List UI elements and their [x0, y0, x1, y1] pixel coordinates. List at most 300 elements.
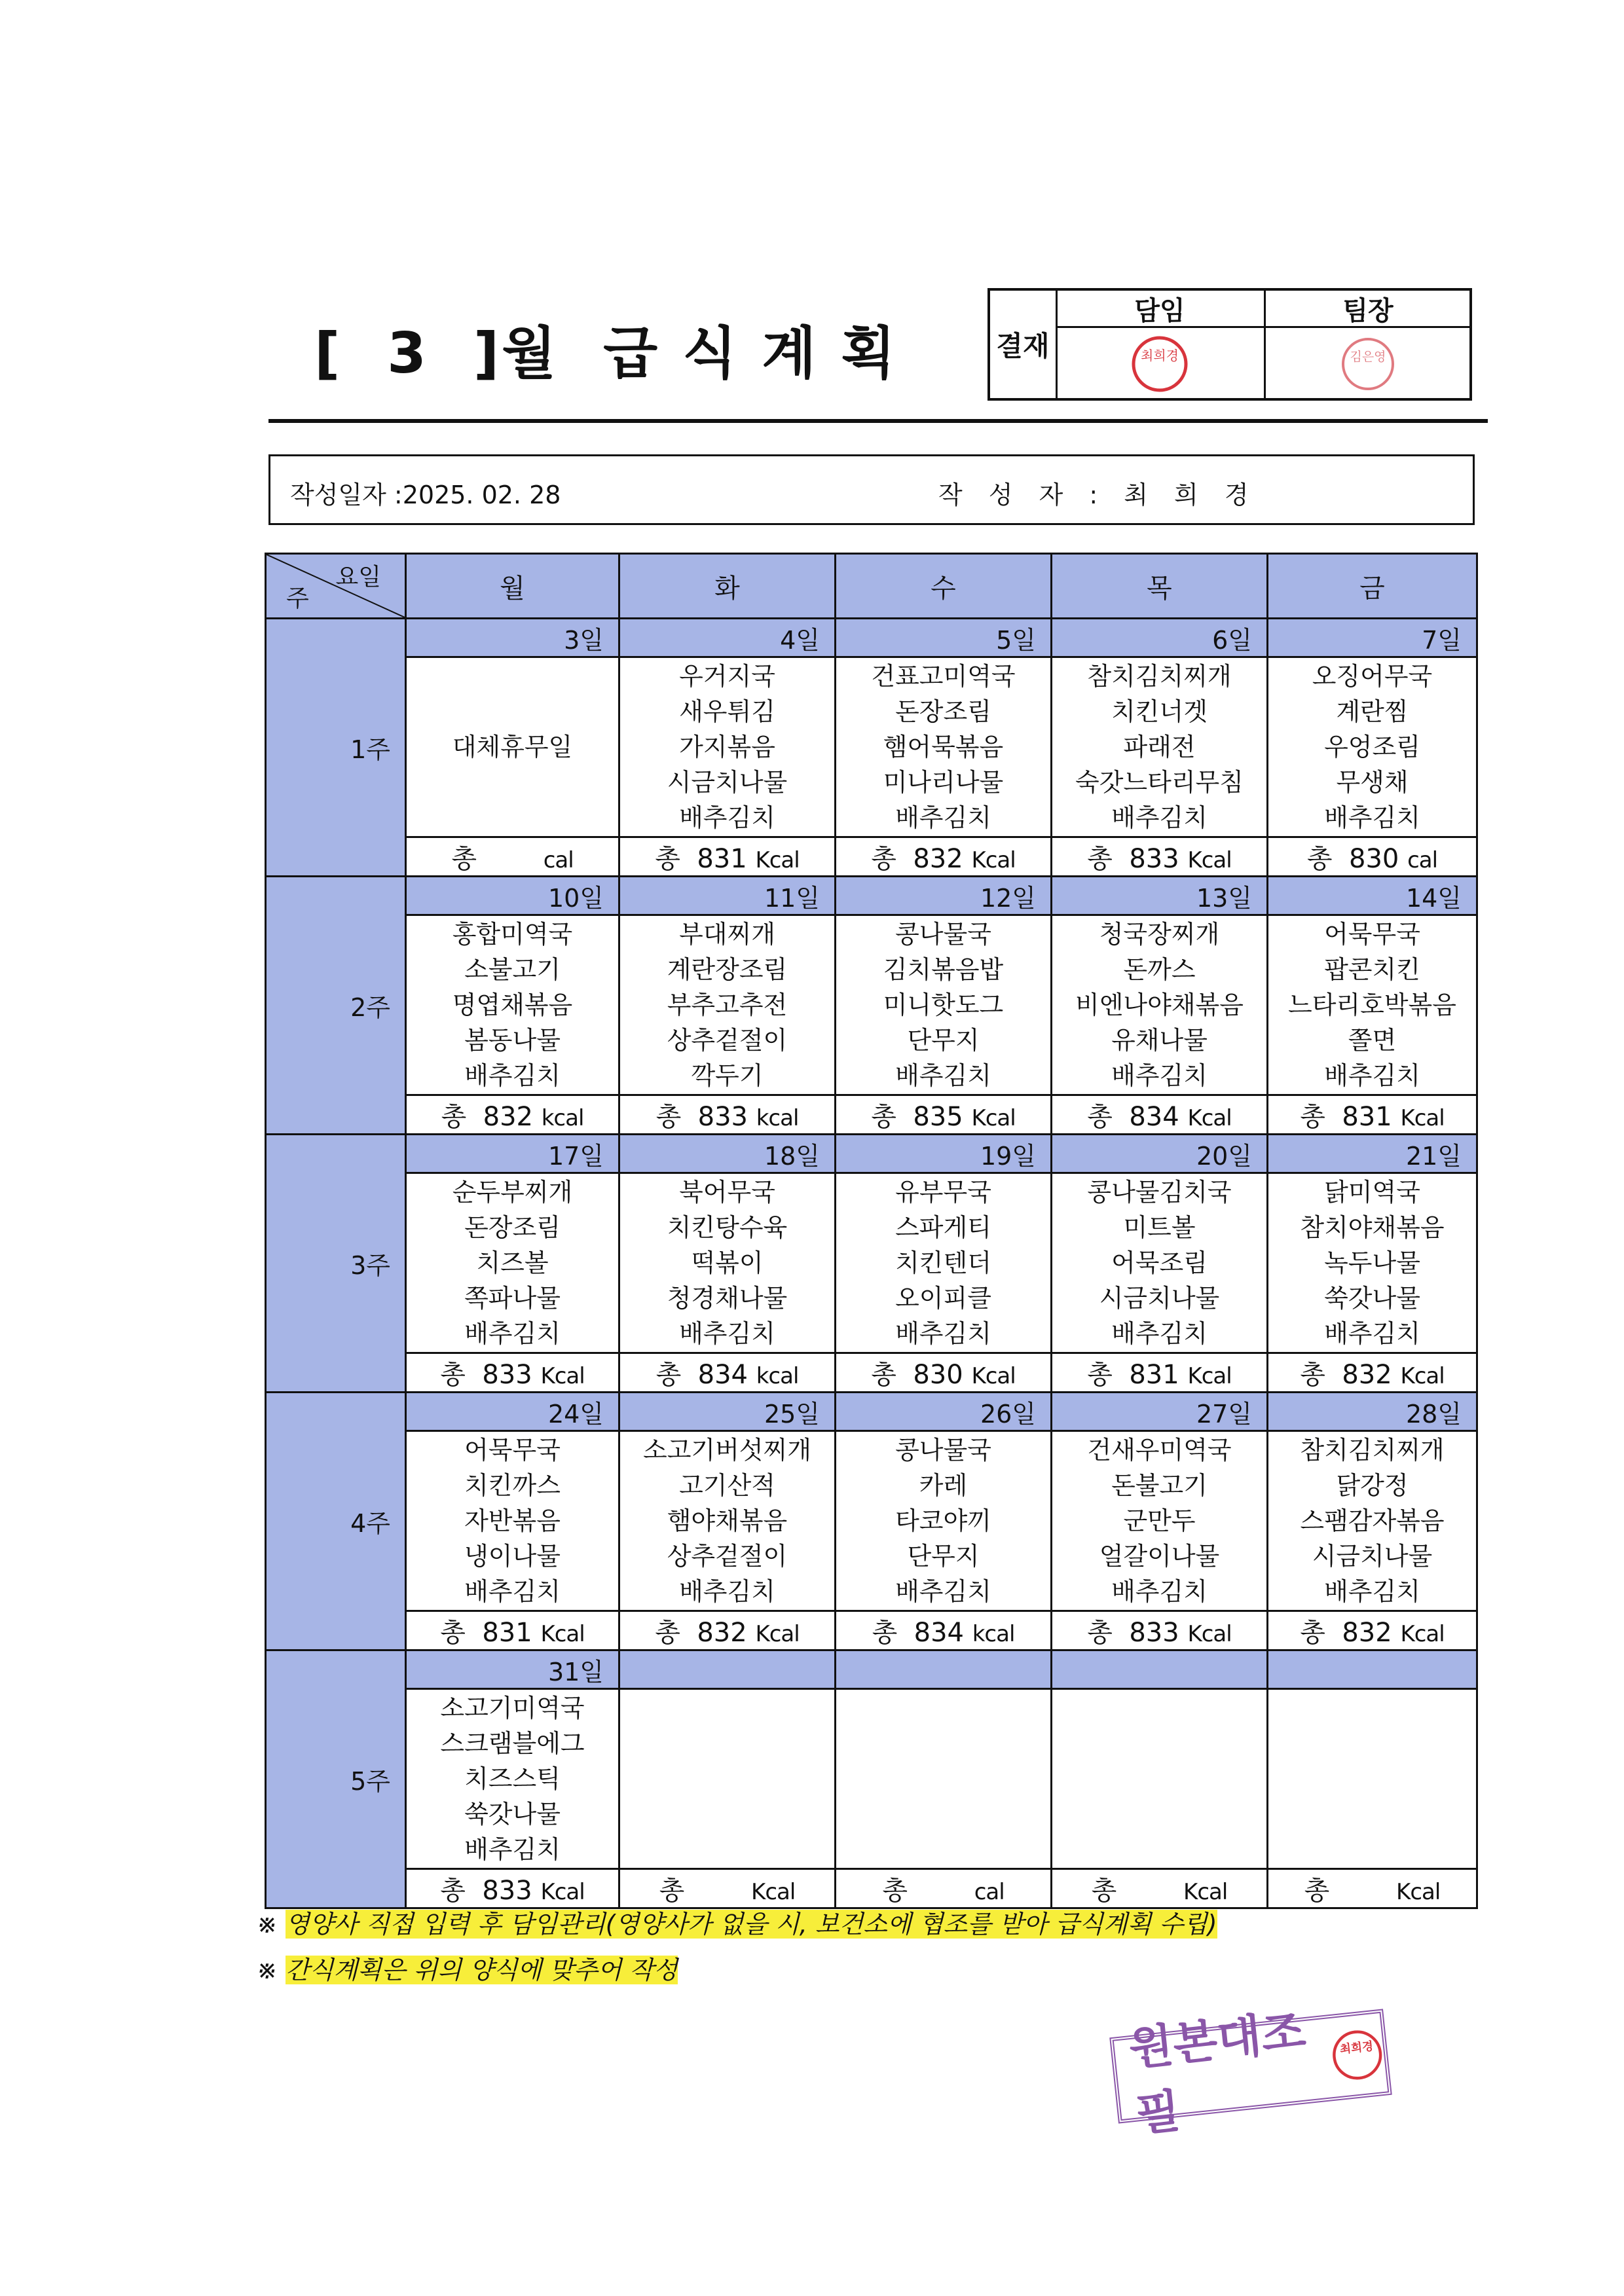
date-cell: 5일	[836, 619, 1052, 657]
dish-item: 햄어묵볶음	[883, 733, 1004, 761]
corner-cell	[266, 554, 406, 619]
dish-item: 시금치나물	[667, 768, 788, 797]
kcal-unit: kcal	[756, 1363, 799, 1389]
kcal-unit: Kcal	[755, 1621, 800, 1647]
week-label: 3주	[266, 1135, 406, 1393]
date-cell: 4일	[619, 619, 836, 657]
menu-cell	[406, 1173, 619, 1353]
kcal-value: 834	[913, 1618, 965, 1648]
dish-item: 쑥갓나물	[1324, 1284, 1420, 1313]
date-cell: 21일	[1268, 1135, 1477, 1173]
seal-icon	[1338, 335, 1397, 393]
kcal-value: 831	[1129, 1360, 1179, 1390]
date-cell: 11일	[619, 877, 836, 915]
day-header: 화	[619, 554, 836, 619]
kcal-total	[1268, 837, 1477, 877]
dish-item: 배추김치	[464, 1061, 561, 1090]
kcal-total	[406, 1869, 619, 1908]
date-cell	[619, 1650, 836, 1689]
dish-item: 배추김치	[679, 1577, 775, 1606]
kcal-unit: Kcal	[1187, 847, 1232, 873]
kcal-unit: Kcal	[755, 847, 800, 873]
kcal-prefix: 총	[1087, 1618, 1113, 1648]
kcal-unit: cal	[543, 847, 574, 873]
day-header: 월	[406, 554, 619, 619]
dish-item: 떡볶이	[691, 1248, 764, 1277]
written-date: 작성일자 :2025. 02. 28	[290, 481, 561, 509]
dish-item: 어묵조림	[1111, 1248, 1208, 1277]
dish-item: 건새우미역국	[1087, 1436, 1232, 1465]
dish-item: 대체휴무일	[452, 733, 573, 761]
kcal-value: 830	[1349, 844, 1399, 874]
menu-cell	[1052, 657, 1268, 837]
note-mark: ※	[257, 1910, 278, 1939]
corner-week-label: 주	[286, 585, 309, 612]
menu-cell	[1052, 915, 1268, 1095]
kcal-unit: Kcal	[540, 1621, 585, 1647]
stamp-seal-text: 최희경	[1338, 2040, 1374, 2057]
kcal-total	[1268, 1611, 1477, 1650]
dish-item: 배추김치	[464, 1835, 561, 1864]
day-header: 수	[836, 554, 1052, 619]
kcal-total	[406, 1611, 619, 1650]
seal-text-homeroom: 최희경	[1141, 348, 1179, 363]
note-mark: ※	[257, 1956, 278, 1984]
dish-item: 냉이나물	[464, 1542, 561, 1571]
kcal-total	[619, 1353, 836, 1393]
dish-item: 카레	[919, 1471, 968, 1500]
kcal-unit: Kcal	[1400, 1363, 1445, 1389]
dish-item: 얼갈이나물	[1099, 1542, 1220, 1571]
dish-item: 홍합미역국	[452, 920, 573, 949]
date-cell: 18일	[619, 1135, 836, 1173]
kcal-prefix: 총	[1087, 1102, 1113, 1132]
kcal-value: 833	[1129, 844, 1179, 874]
dish-item: 가지볶음	[679, 733, 775, 761]
seal-icon	[1327, 2022, 1386, 2088]
kcal-value: 834	[1129, 1102, 1179, 1132]
meal-plan-table	[265, 553, 1478, 1909]
seal-icon	[1130, 334, 1190, 394]
seal-text-teamlead: 김은영	[1350, 350, 1386, 364]
dish-item: 배추김치	[895, 1577, 991, 1606]
kcal-unit: Kcal	[1183, 1879, 1228, 1905]
dish-item: 미니핫도그	[883, 991, 1004, 1019]
kcal-prefix: 총	[659, 1876, 685, 1906]
menu-cell	[1268, 1431, 1477, 1611]
kcal-prefix: 총	[1087, 1360, 1113, 1390]
menu-row	[266, 1689, 1477, 1869]
dish-item: 우엉조림	[1324, 733, 1420, 761]
date-cell: 10일	[406, 877, 619, 915]
dish-item: 스크램블에그	[440, 1729, 585, 1758]
dish-item: 고기산적	[679, 1471, 775, 1500]
dish-item: 미트볼	[1123, 1213, 1196, 1242]
menu-cell	[1268, 1689, 1477, 1869]
kcal-value: 833	[697, 1102, 748, 1132]
dish-item: 어묵무국	[464, 1436, 561, 1465]
kcal-unit: Kcal	[971, 1105, 1016, 1131]
kcal-total	[619, 1611, 836, 1650]
kcal-total	[406, 1095, 619, 1135]
date-cell: 6일	[1052, 619, 1268, 657]
kcal-value: 832	[1342, 1360, 1392, 1390]
seal-homeroom	[1056, 328, 1264, 400]
kcal-unit: Kcal	[971, 1363, 1016, 1389]
dish-item: 배추김치	[1324, 1061, 1420, 1090]
note-text: 영양사 직접 입력 후 담임관리(영양사가 없을 시, 보건소에 협조를 받아 급식계획 수립)	[285, 1910, 1217, 1939]
dish-item: 닭강정	[1336, 1471, 1409, 1500]
dish-item: 계란찜	[1336, 697, 1409, 726]
dish-item: 새우튀김	[679, 697, 775, 726]
date-cell: 7일	[1268, 619, 1477, 657]
date-cell: 13일	[1052, 877, 1268, 915]
menu-cell	[836, 1173, 1052, 1353]
dish-item: 상추겉절이	[667, 1026, 788, 1055]
kcal-value: 831	[482, 1618, 532, 1648]
date-row	[266, 877, 1477, 915]
menu-cell	[1052, 1689, 1268, 1869]
week-label: 2주	[266, 877, 406, 1135]
kcal-total	[836, 1611, 1052, 1650]
stamp-text: 원본대조필	[1126, 2004, 1308, 2142]
kcal-value: 835	[913, 1102, 963, 1132]
kcal-unit: Kcal	[1400, 1105, 1445, 1131]
kcal-value: 834	[697, 1360, 748, 1390]
dish-item: 시금치나물	[1099, 1284, 1220, 1313]
dish-item: 치킨탕수육	[667, 1213, 788, 1242]
approval-label: 결재	[990, 291, 1058, 398]
approval-header-teamlead: 팀장	[1264, 291, 1472, 328]
dish-item: 참치야채볶음	[1300, 1213, 1445, 1242]
kcal-unit: Kcal	[540, 1363, 585, 1389]
dish-item: 건표고미역국	[871, 662, 1016, 691]
dish-item: 쫄면	[1348, 1026, 1397, 1055]
menu-cell	[1052, 1431, 1268, 1611]
kcal-prefix: 총	[1091, 1876, 1117, 1906]
dish-item: 치킨너겟	[1111, 697, 1208, 726]
dish-item: 유부무국	[895, 1178, 991, 1207]
page-title: [ 3 ]월 급 식 계 획	[314, 321, 898, 386]
author: 작 성 자 : 최 희 경	[938, 481, 1258, 509]
menu-cell	[619, 1173, 836, 1353]
kcal-value: 833	[482, 1876, 532, 1906]
kcal-value: 833	[482, 1360, 532, 1390]
seal-teamlead	[1264, 328, 1472, 400]
kcal-prefix: 총	[1306, 844, 1333, 874]
kcal-unit: Kcal	[1400, 1621, 1445, 1647]
menu-cell	[836, 1431, 1052, 1611]
kcal-unit: cal	[1407, 847, 1438, 873]
dish-item: 배추김치	[1324, 1577, 1420, 1606]
date-cell: 26일	[836, 1393, 1052, 1431]
dish-item: 배추김치	[679, 803, 775, 832]
day-header: 금	[1268, 554, 1477, 619]
date-cell: 20일	[1052, 1135, 1268, 1173]
dish-item: 소불고기	[464, 955, 561, 984]
dish-item: 치즈볼	[476, 1248, 549, 1277]
kcal-prefix: 총	[440, 1876, 466, 1906]
kcal-prefix: 총	[655, 844, 680, 874]
menu-cell	[406, 1431, 619, 1611]
dish-item: 콩나물김치국	[1087, 1178, 1232, 1207]
kcal-value: 832	[913, 844, 963, 874]
kcal-unit: cal	[974, 1879, 1005, 1905]
dish-item: 느타리호박볶음	[1288, 991, 1456, 1019]
date-cell: 28일	[1268, 1393, 1477, 1431]
kcal-total	[836, 1095, 1052, 1135]
dish-item: 소고기버섯찌개	[643, 1436, 811, 1465]
menu-cell	[406, 657, 619, 837]
dish-item: 배추김치	[895, 1319, 991, 1348]
kcal-row	[266, 1611, 1477, 1650]
dish-item: 무생채	[1336, 768, 1409, 797]
dish-item: 배추김치	[464, 1577, 561, 1606]
date-row	[266, 1393, 1477, 1431]
kcal-total	[619, 1095, 836, 1135]
date-cell: 25일	[619, 1393, 836, 1431]
dish-item: 콩나물국	[895, 1436, 991, 1465]
approval-teamlead	[1264, 291, 1472, 398]
kcal-total	[619, 1869, 836, 1908]
dish-item: 청경채나물	[667, 1284, 788, 1313]
kcal-total	[1268, 1869, 1477, 1908]
dish-item: 유채나물	[1111, 1026, 1208, 1055]
dish-item: 순두부찌개	[452, 1178, 573, 1207]
dish-item: 북어무국	[679, 1178, 775, 1207]
dish-item: 닭미역국	[1324, 1178, 1420, 1207]
dish-item: 타코야끼	[895, 1506, 991, 1535]
menu-cell	[836, 1689, 1052, 1869]
menu-cell	[836, 915, 1052, 1095]
kcal-value: 832	[483, 1102, 534, 1132]
dish-item: 햄야채볶음	[667, 1506, 788, 1535]
dish-item: 우거지국	[679, 662, 775, 691]
week-label: 4주	[266, 1393, 406, 1650]
kcal-total	[1052, 1095, 1268, 1135]
kcal-total	[1268, 1095, 1477, 1135]
dish-item: 시금치나물	[1312, 1542, 1433, 1571]
approval-homeroom	[1056, 291, 1266, 398]
date-cell: 14일	[1268, 877, 1477, 915]
dish-item: 배추김치	[1111, 1577, 1208, 1606]
kcal-unit: Kcal	[971, 847, 1016, 873]
dish-item: 계란장조림	[667, 955, 788, 984]
menu-row	[266, 915, 1477, 1095]
kcal-prefix: 총	[440, 1360, 466, 1390]
kcal-unit: Kcal	[1187, 1363, 1232, 1389]
kcal-row	[266, 1869, 1477, 1908]
menu-cell	[1268, 657, 1477, 837]
kcal-value: 833	[1129, 1618, 1179, 1648]
dish-item: 배추김치	[1111, 1061, 1208, 1090]
note-text: 간식계획은 위의 양식에 맞추어 작성	[285, 1956, 678, 1984]
week-label: 5주	[266, 1650, 406, 1908]
date-cell: 31일	[406, 1650, 619, 1689]
kcal-unit: Kcal	[1187, 1105, 1232, 1131]
kcal-prefix: 총	[871, 1360, 896, 1390]
note-2	[257, 1950, 678, 1986]
dish-item: 비엔나야채볶음	[1075, 991, 1244, 1019]
kcal-value: 830	[913, 1360, 963, 1390]
dish-item: 스파게티	[895, 1213, 991, 1242]
menu-cell	[619, 1689, 836, 1869]
kcal-unit: kcal	[756, 1105, 799, 1131]
dish-item: 돈장조림	[895, 697, 991, 726]
dish-item: 군만두	[1123, 1506, 1196, 1535]
date-cell: 24일	[406, 1393, 619, 1431]
date-row	[266, 1650, 1477, 1689]
dish-item: 참치김치찌개	[1087, 662, 1232, 691]
menu-cell	[406, 915, 619, 1095]
dish-item: 깍두기	[691, 1061, 764, 1090]
dish-item: 오징어무국	[1312, 662, 1433, 691]
date-row	[266, 1135, 1477, 1173]
dish-item: 배추김치	[895, 1061, 991, 1090]
kcal-total	[1052, 1611, 1268, 1650]
date-cell: 12일	[836, 877, 1052, 915]
menu-cell	[1268, 915, 1477, 1095]
kcal-prefix: 총	[871, 1102, 896, 1132]
dish-item: 돈장조림	[464, 1213, 561, 1242]
date-cell: 3일	[406, 619, 619, 657]
dish-item: 돈불고기	[1111, 1471, 1208, 1500]
kcal-prefix: 총	[1300, 1360, 1325, 1390]
dish-item: 부추고추전	[667, 991, 788, 1019]
dish-item: 단무지	[907, 1542, 980, 1571]
kcal-prefix: 총	[1300, 1102, 1325, 1132]
dish-item: 배추김치	[895, 803, 991, 832]
dish-item: 어묵무국	[1324, 920, 1420, 949]
kcal-prefix: 총	[655, 1360, 682, 1390]
kcal-prefix: 총	[451, 844, 477, 874]
note-1	[257, 1904, 1217, 1940]
dish-item: 배추김치	[1324, 803, 1420, 832]
kcal-value: 831	[1342, 1102, 1392, 1132]
kcal-total	[406, 1353, 619, 1393]
kcal-total	[406, 837, 619, 877]
dish-item: 팝콘치킨	[1324, 955, 1420, 984]
kcal-total	[836, 1353, 1052, 1393]
approval-header-homeroom: 담임	[1056, 291, 1264, 328]
kcal-unit: Kcal	[540, 1879, 585, 1905]
dish-item: 치킨까스	[464, 1471, 561, 1500]
kcal-prefix: 총	[882, 1876, 908, 1906]
kcal-unit: kcal	[541, 1105, 584, 1131]
kcal-prefix: 총	[872, 1618, 898, 1648]
approval-box	[987, 288, 1472, 401]
dish-item: 봄동나물	[464, 1026, 561, 1055]
date-cell: 19일	[836, 1135, 1052, 1173]
dish-item: 참치김치찌개	[1300, 1436, 1445, 1465]
date-cell: 27일	[1052, 1393, 1268, 1431]
dish-item: 쑥갓나물	[464, 1800, 561, 1829]
dish-item: 김치볶음밥	[883, 955, 1004, 984]
dish-item: 쪽파나물	[464, 1284, 561, 1313]
dish-item: 숙갓느타리무침	[1075, 768, 1244, 797]
kcal-total	[1268, 1353, 1477, 1393]
kcal-unit: kcal	[972, 1621, 1015, 1647]
kcal-unit: Kcal	[1396, 1879, 1441, 1905]
kcal-row	[266, 1353, 1477, 1393]
menu-cell	[619, 657, 836, 837]
dish-item: 치즈스틱	[464, 1764, 561, 1793]
date-cell	[1052, 1650, 1268, 1689]
menu-row	[266, 657, 1477, 837]
kcal-value: 832	[1342, 1618, 1392, 1648]
kcal-total	[1052, 1353, 1268, 1393]
kcal-value: 832	[697, 1618, 747, 1648]
dish-item: 명엽채볶음	[452, 991, 573, 1019]
dish-item: 콩나물국	[895, 920, 991, 949]
dish-item: 배추김치	[1324, 1319, 1420, 1348]
dish-item: 스팸감자볶음	[1300, 1506, 1445, 1535]
original-copy-stamp	[1109, 2004, 1392, 2142]
header-row	[266, 554, 1477, 619]
kcal-prefix: 총	[1304, 1876, 1330, 1906]
dish-item: 자반볶음	[464, 1506, 561, 1535]
dish-item: 배추김치	[1111, 803, 1208, 832]
kcal-prefix: 총	[655, 1102, 682, 1132]
menu-row	[266, 1431, 1477, 1611]
dish-item: 오이피클	[895, 1284, 991, 1313]
dish-item: 배추김치	[464, 1319, 561, 1348]
kcal-unit: Kcal	[751, 1879, 796, 1905]
kcal-row	[266, 1095, 1477, 1135]
dish-item: 부대찌개	[679, 920, 775, 949]
dish-item: 소고기미역국	[440, 1694, 585, 1722]
kcal-total	[836, 837, 1052, 877]
dish-item: 돈까스	[1123, 955, 1196, 984]
kcal-total	[619, 837, 836, 877]
kcal-prefix: 총	[1300, 1618, 1325, 1648]
day-header: 목	[1052, 554, 1268, 619]
dish-item: 상추겉절이	[667, 1542, 788, 1571]
menu-cell	[836, 657, 1052, 837]
title-divider	[268, 419, 1488, 423]
kcal-row	[266, 837, 1477, 877]
dish-item: 청국장찌개	[1099, 920, 1220, 949]
menu-cell	[1268, 1173, 1477, 1353]
kcal-prefix: 총	[440, 1618, 466, 1648]
week-label: 1주	[266, 619, 406, 877]
kcal-prefix: 총	[871, 844, 896, 874]
kcal-prefix: 총	[441, 1102, 467, 1132]
date-cell	[1268, 1650, 1477, 1689]
kcal-prefix: 총	[1087, 844, 1113, 874]
date-cell	[836, 1650, 1052, 1689]
kcal-prefix: 총	[655, 1618, 680, 1648]
dish-item: 배추김치	[1111, 1319, 1208, 1348]
dish-item: 녹두나물	[1324, 1248, 1420, 1277]
corner-day-label: 요일	[335, 564, 381, 591]
dish-item: 파래전	[1123, 733, 1196, 761]
dish-item: 미나리나물	[883, 768, 1004, 797]
kcal-total	[836, 1869, 1052, 1908]
date-cell: 17일	[406, 1135, 619, 1173]
dish-item: 단무지	[907, 1026, 980, 1055]
dish-item: 배추김치	[679, 1319, 775, 1348]
kcal-unit: Kcal	[1187, 1621, 1232, 1647]
menu-cell	[1052, 1173, 1268, 1353]
menu-cell	[619, 915, 836, 1095]
date-row	[266, 619, 1477, 657]
menu-row	[266, 1173, 1477, 1353]
kcal-total	[1052, 1869, 1268, 1908]
kcal-value: 831	[697, 844, 747, 874]
menu-cell	[406, 1689, 619, 1869]
kcal-total	[1052, 837, 1268, 877]
